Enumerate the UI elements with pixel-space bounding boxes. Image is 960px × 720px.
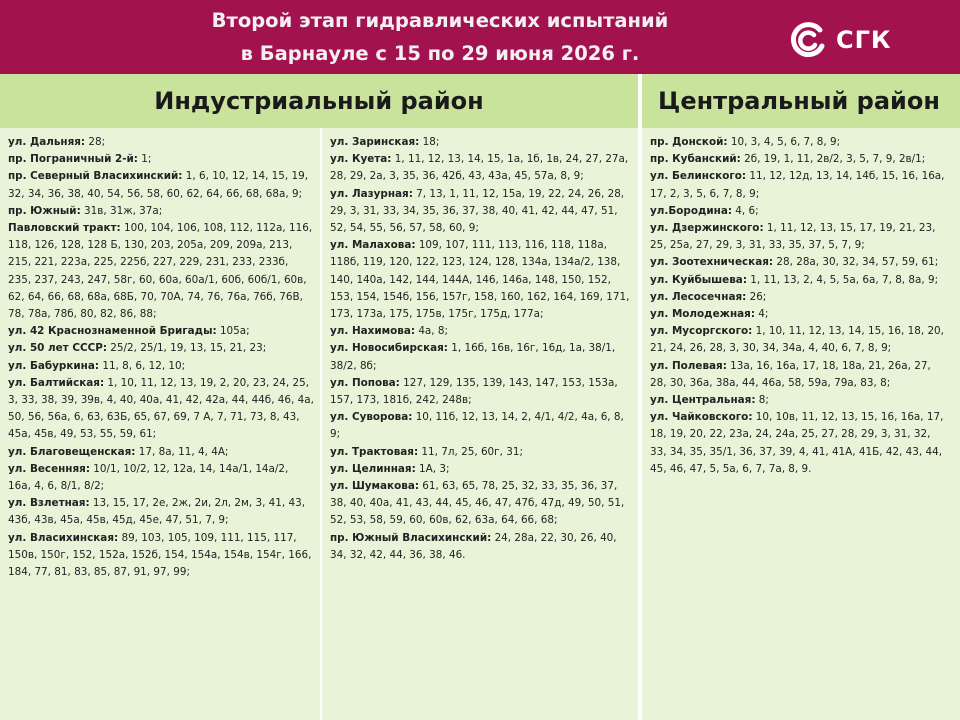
house-numbers: 4, 6; — [731, 204, 759, 217]
street-entry — [650, 289, 948, 306]
house-numbers: 10, 10в, 11, 12, 13, 15, 16, 16а, 17, 18, 19, 20, 22, 23а, 24, 24а, 25, 27, 28, 29, 3, 31, 32, 33, 34, 35, 35/1, 36, 37, 39, 4, 41, 41А, 41Б, 42, 43, 44, 45, 46, 47, 5, 5а, 6, 7, 7а, 8, 9. — [650, 411, 944, 475]
house-numbers: 61, 63, 65, 78, 25, 32, 33, 35, 36, 37, 38, 40, 40а, 41, 43, 44, 45, 46, 47, 47б, 47д, 49, 50, 51, 52, 53, 58, 59, 60, 60в, 62, 63а, 64, 66, 68; — [330, 480, 625, 527]
house-numbers: 109, 107, 111, 113, 116, 118, 118а, 118б, 119, 120, 122, 123, 124, 128, 134а, 134а/2, 138, 140, 140а, 142, 144, 144А, 146, 146а, 148, 150, 152, 153, 154, 154б, 156, 157г, 158, 160, 162, 164, 169, 171, 173, 173а, 175, 175в, 175г, 175д, 177а; — [330, 239, 630, 321]
street-name: ул. Шумакова: — [330, 480, 419, 493]
sgk-logo — [788, 20, 892, 60]
street-entry — [8, 495, 314, 529]
street-name: ул.Бородина: — [650, 204, 732, 217]
house-numbers: 1, 11, 13, 2, 4, 5, 5а, 6а, 7, 8, 8а, 9; — [746, 273, 939, 286]
house-numbers: 18; — [419, 136, 440, 148]
street-name: ул. Белинского: — [650, 170, 747, 183]
street-name: ул. Власихинская: — [8, 531, 119, 544]
house-numbers: 11, 7л, 25, 60г, 31; — [418, 445, 523, 458]
industrial-column-1 — [8, 130, 314, 718]
title-line-2: в Барнауле с 15 по 29 июня 2026 г. — [240, 42, 640, 65]
street-entry — [650, 203, 948, 220]
street-name: ул. Центральная: — [650, 394, 756, 407]
street-entry — [650, 220, 948, 254]
street-name: ул. Чайковского: — [650, 411, 753, 424]
central-column — [650, 130, 948, 718]
street-entry — [650, 358, 948, 392]
street-entry — [8, 375, 314, 444]
street-entry — [650, 306, 948, 323]
page-title — [160, 4, 720, 70]
street-entry — [330, 478, 630, 530]
industrial-column-2 — [330, 130, 630, 718]
house-numbers: 1, 16б, 16в, 16г, 16д, 1а, 38/1, 38/2, 8б; — [330, 342, 616, 372]
sgk-logo-icon — [788, 20, 828, 60]
street-name: ул. Благовещенская: — [8, 445, 136, 458]
street-entry — [330, 186, 630, 238]
street-name: Павловский тракт: — [8, 222, 121, 235]
street-name: ул. Весенняя: — [8, 462, 90, 475]
street-entry — [8, 530, 314, 582]
house-numbers: 10, 3, 4, 5, 6, 7, 8, 9; — [727, 136, 841, 148]
street-entry — [330, 323, 630, 340]
logo-text: СГК — [836, 26, 892, 54]
street-entry — [330, 375, 630, 409]
street-entry — [650, 254, 948, 271]
house-numbers: 17, 8а, 11, 4, 4А; — [135, 445, 229, 458]
street-entry — [8, 134, 314, 151]
street-entry — [330, 237, 630, 323]
house-numbers: 10/1, 10/2, 12, 12а, 14, 14а/1, 14а/2, 16а, 4, 6, 8/1, 8/2; — [8, 462, 289, 493]
street-name: ул. Полевая: — [650, 359, 727, 372]
column-divider — [320, 128, 322, 720]
street-name: пр. Пограничный 2-й: — [8, 153, 138, 166]
house-numbers: 31в, 31ж, 37а; — [80, 204, 163, 217]
house-numbers: 127, 129, 135, 139, 143, 147, 153, 153а, 157, 173, 181б, 242, 248в; — [330, 376, 618, 407]
title-line-1: Второй этап гидравлических испытаний — [211, 9, 669, 32]
street-entry — [8, 444, 314, 461]
district-header-row — [0, 74, 960, 128]
house-numbers: 89, 103, 105, 109, 111, 115, 117, 150в, 150г, 152, 152а, 152б, 154, 154а, 154в, 154г, 166, 184, 77, 81, 83, 85, 87, 91, 97, 99; — [8, 531, 312, 579]
street-name: пр. Донской: — [650, 136, 728, 148]
street-name: ул. Попова: — [330, 376, 400, 389]
street-name: ул. Куйбышева: — [650, 273, 747, 286]
street-name: ул. Куета: — [330, 153, 392, 166]
street-entry — [8, 461, 314, 495]
house-numbers: 13, 15, 17, 2е, 2ж, 2и, 2л, 2м, 3, 41, 43, 43б, 43в, 45а, 45в, 45д, 45е, 47, 51, 7, 9; — [8, 497, 306, 527]
street-name: ул. Взлетная: — [8, 497, 90, 510]
district-divider — [638, 74, 642, 720]
house-numbers: 105а; — [216, 325, 250, 338]
street-name: ул. Суворова: — [330, 411, 413, 424]
street-entry — [8, 168, 314, 202]
house-numbers: 26; — [746, 290, 767, 303]
street-entry — [650, 392, 948, 409]
street-name: ул. Нахимова: — [330, 325, 416, 338]
house-numbers: 4а, 8; — [415, 325, 449, 338]
street-entry — [650, 151, 948, 168]
house-numbers: 2б, 19, 1, 11, 2в/2, 3, 5, 7, 9, 2в/1; — [740, 153, 926, 166]
street-entry — [8, 340, 314, 357]
house-numbers: 1А, 3; — [415, 462, 450, 475]
street-entry — [650, 168, 948, 202]
street-entry — [650, 409, 948, 478]
house-numbers: 1, 11, 12, 13, 14, 15, 1а, 1б, 1в, 24, 27, 27а, 28, 29, 2а, 3, 35, 36, 42б, 43, 43а, 45, 57а, 8, 9; — [330, 153, 629, 183]
street-name: пр. Южный: — [8, 204, 81, 217]
house-numbers: 1; — [137, 153, 152, 166]
house-numbers: 1, 10, 11, 12, 13, 19, 2, 20, 23, 24, 25, 3, 33, 38, 39, 39в, 4, 40, 40а, 41, 42, 42а, 44, 44б, 46, 4а, 50, 56, 56а, 6, 63, 63Б, 65, 67, 69, 7 А, 7, 71, 73, 8, 43, 45а, 45в, 49, 53, 55, 59, 61; — [8, 376, 314, 441]
street-name: ул. Молодежная: — [650, 308, 755, 321]
house-numbers: 1, 6, 10, 12, 14, 15, 19, 32, 34, 36, 38, 40, 54, 56, 58, 60, 62, 64, 66, 68, 68а, 9; — [8, 170, 309, 200]
house-numbers: 1, 10, 11, 12, 13, 14, 15, 16, 18, 20, 21, 24, 26, 28, 3, 30, 34, 34а, 4, 40, 6, 7, 8, 9; — [650, 325, 944, 355]
house-numbers: 100, 104, 106, 108, 112, 112а, 116, 118, 126, 128, 128 Б, 130, 203, 205а, 209, 209а, 213, 215, 221, 223а, 225, 225б, 227, 229, 231, 233, 233б, 235, 237, 243, 247, 58г, 60, 60а, 60а/1, 60б, 60б/1, 60в, 62, 64, 66, 68, 68а, 68Б, 70, 70А, 74, 76, 76а, 76б, 76В, 78, 78а, 78б, 80, 82, 86, 88; — [8, 222, 313, 321]
street-entry — [330, 409, 630, 443]
house-numbers: 1, 11, 12, 13, 15, 17, 19, 21, 23, 25, 25а, 27, 29, 3, 31, 33, 35, 37, 5, 7, 9; — [650, 222, 936, 252]
street-entry — [650, 323, 948, 357]
street-name: пр. Кубанский: — [650, 153, 741, 166]
street-name: ул. Зоотехническая: — [650, 256, 774, 269]
district-industrial: Индустриальный район — [154, 87, 484, 115]
street-name: ул. Балтийская: — [8, 376, 105, 389]
street-name: ул. 42 Краснознаменной Бригады: — [8, 325, 217, 338]
street-entry — [330, 151, 630, 185]
house-numbers: 28; — [85, 136, 106, 148]
street-name: пр. Северный Власихинский: — [8, 170, 183, 183]
street-entry — [8, 151, 314, 168]
street-entry — [8, 323, 314, 340]
district-central: Центральный район — [658, 87, 940, 115]
street-entry — [330, 134, 630, 151]
street-name: ул. Заринская: — [330, 136, 420, 148]
street-name: ул. Дзержинского: — [650, 222, 764, 235]
house-numbers: 11, 8, 6, 12, 10; — [99, 359, 186, 372]
street-name: ул. Мусоргского: — [650, 325, 753, 338]
street-name: ул. 50 лет СССР: — [8, 342, 107, 355]
street-entry — [330, 340, 630, 374]
house-numbers: 25/2, 25/1, 19, 13, 15, 21, 23; — [106, 342, 267, 355]
house-numbers: 7, 13, 1, 11, 12, 15а, 19, 22, 24, 26, 28, 29, 3, 31, 33, 34, 35, 36, 37, 38, 40, 41, 42, 44, 47, 51, 52, 54, 55, 56, 57, 58, 60, 9; — [330, 187, 625, 235]
street-entry — [650, 272, 948, 289]
house-numbers: 8; — [755, 394, 769, 407]
street-entry — [8, 203, 314, 220]
street-name: ул. Малахова: — [330, 239, 416, 252]
street-name: ул. Новосибирская: — [330, 342, 448, 355]
street-name: ул. Лесосечная: — [650, 290, 747, 303]
street-name: ул. Лазурная: — [330, 187, 413, 200]
house-numbers: 11, 12, 12д, 13, 14, 14б, 15, 16, 16а, 17, 2, 3, 5, 6, 7, 8, 9; — [650, 170, 945, 200]
street-entry — [8, 358, 314, 375]
house-numbers: 13а, 16, 16а, 17, 18, 18а, 21, 26а, 27, 28, 30, 36а, 38а, 44, 46а, 58, 59а, 79а, 83, 8; — [650, 359, 931, 389]
street-entry — [330, 530, 630, 564]
house-numbers: 4; — [754, 308, 769, 321]
street-name: пр. Южный Власихинский: — [330, 531, 492, 544]
street-entry — [8, 220, 314, 323]
header-banner — [0, 0, 960, 74]
street-name: ул. Бабуркина: — [8, 359, 100, 372]
street-name: ул. Целинная: — [330, 462, 416, 475]
street-entry — [330, 444, 630, 461]
house-numbers: 28, 28а, 30, 32, 34, 57, 59, 61; — [773, 256, 939, 269]
street-name: ул. Дальняя: — [8, 136, 86, 148]
house-numbers: 24, 28а, 22, 30, 26, 40, 34, 32, 42, 44, 36, 38, 46. — [330, 531, 617, 561]
street-name: ул. Трактовая: — [330, 445, 419, 458]
house-numbers: 10, 11б, 12, 13, 14, 2, 4/1, 4/2, 4а, 6, 8, 9; — [330, 411, 624, 441]
street-entry — [330, 461, 630, 478]
street-entry — [650, 134, 948, 151]
